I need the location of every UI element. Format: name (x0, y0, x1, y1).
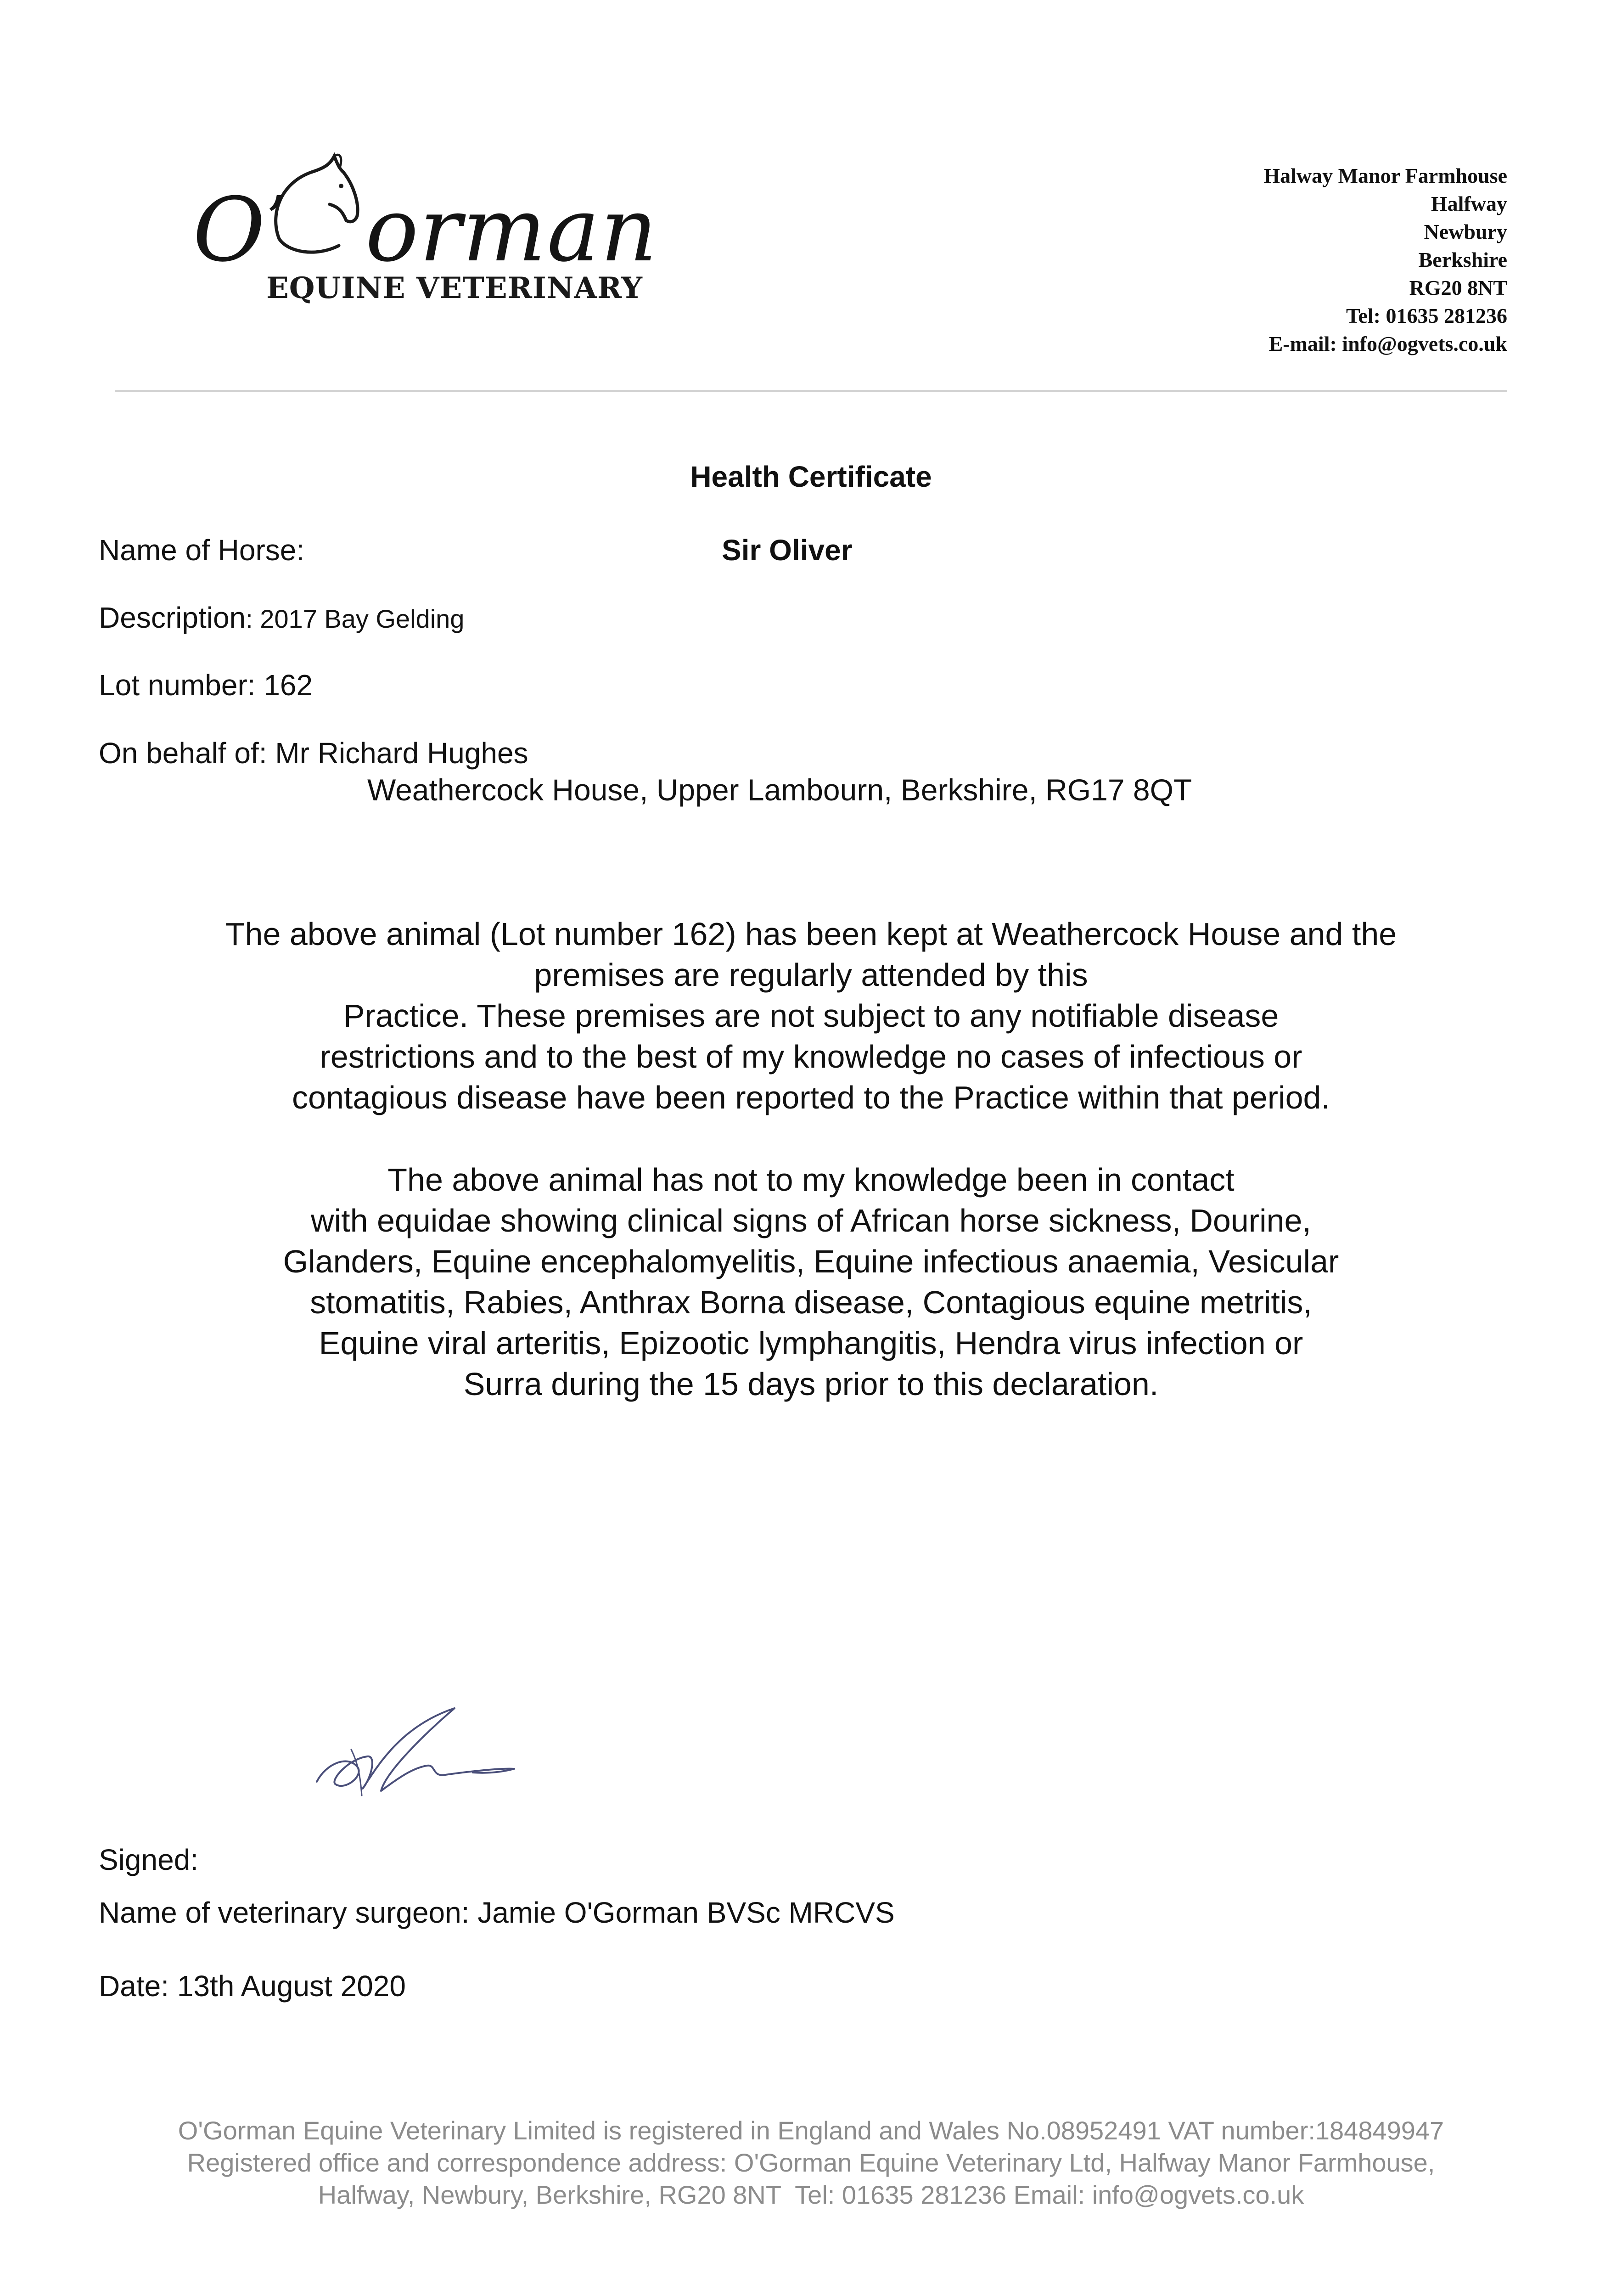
paragraph-line: stomatitis, Rabies, Anthrax Borna disease, Contagious equine metritis, (310, 1284, 1312, 1320)
paragraph-line: The above animal has not to my knowledge been in contact (387, 1162, 1235, 1198)
company-footer (0, 2115, 1622, 2211)
header-divider (115, 390, 1507, 392)
address-email: E-mail: info@ogvets.co.uk (1268, 332, 1507, 355)
practice-address (1263, 162, 1507, 358)
paragraph-line: restrictions and to the best of my knowledge no cases of infectious or (320, 1039, 1302, 1075)
horse-name-label: Name of Horse: (99, 534, 305, 567)
declaration-paragraph-1 (152, 914, 1470, 1118)
description-value: : 2017 Bay Gelding (246, 604, 465, 633)
signed-label: Signed: (99, 1843, 199, 1876)
footer-line: Registered office and correspondence address: O'Gorman Equine Veterinary Ltd, Halfway Manor Farmhouse, (187, 2148, 1435, 2177)
paragraph-line: premises are regularly attended by this (534, 957, 1088, 993)
logo-brand-text: O’ orman (193, 179, 658, 281)
lot-number: Lot number: 162 (99, 669, 313, 702)
address-line: Halway Manor Farmhouse (1263, 164, 1507, 187)
document-title: Health Certificate (690, 460, 932, 493)
veterinary-surgeon-name: Name of veterinary surgeon: Jamie O'Gorman BVSc MRCVS (99, 1896, 895, 1929)
horse-name-value: Sir Oliver (722, 534, 853, 567)
description-label: Description (99, 601, 246, 634)
declaration-paragraph-2 (152, 1159, 1470, 1405)
handwritten-signature (308, 1699, 528, 1805)
paragraph-line: Glanders, Equine encephalomyelitis, Equine infectious anaemia, Vesicular (283, 1244, 1339, 1279)
footer-line: Halfway, Newbury, Berkshire, RG20 8NT Tel: 01635 281236 Email: info@ogvets.co.uk (318, 2180, 1304, 2209)
owner-name: On behalf of: Mr Richard Hughes (99, 737, 528, 770)
paragraph-line: contagious disease have been reported to the Practice within that period. (292, 1080, 1330, 1115)
address-phone: Tel: 01635 281236 (1346, 304, 1507, 327)
address-line: RG20 8NT (1409, 276, 1507, 299)
footer-line: O'Gorman Equine Veterinary Limited is registered in England and Wales No.08952491 VAT number:184849947 (178, 2116, 1444, 2145)
address-line: Newbury (1424, 220, 1507, 243)
owner-address: Weathercock House, Upper Lambourn, Berkshire, RG17 8QT (367, 773, 1192, 807)
logo-subtitle: EQUINE VETERINARY (266, 271, 643, 305)
paragraph-line: with equidae showing clinical signs of African horse sickness, Dourine, (311, 1203, 1311, 1238)
company-logo (193, 138, 658, 312)
address-line: Berkshire (1418, 248, 1507, 271)
paragraph-line: The above animal (Lot number 162) has been kept at Weathercock House and the (225, 916, 1397, 952)
address-line: Halfway (1431, 192, 1507, 215)
certificate-date: Date: 13th August 2020 (99, 1970, 406, 2003)
paragraph-line: Surra during the 15 days prior to this declaration. (463, 1366, 1159, 1402)
paragraph-line: Practice. These premises are not subject to any notifiable disease (343, 998, 1279, 1034)
description-field (99, 599, 464, 637)
paragraph-line: Equine viral arteritis, Epizootic lymphangitis, Hendra virus infection or (319, 1325, 1303, 1361)
